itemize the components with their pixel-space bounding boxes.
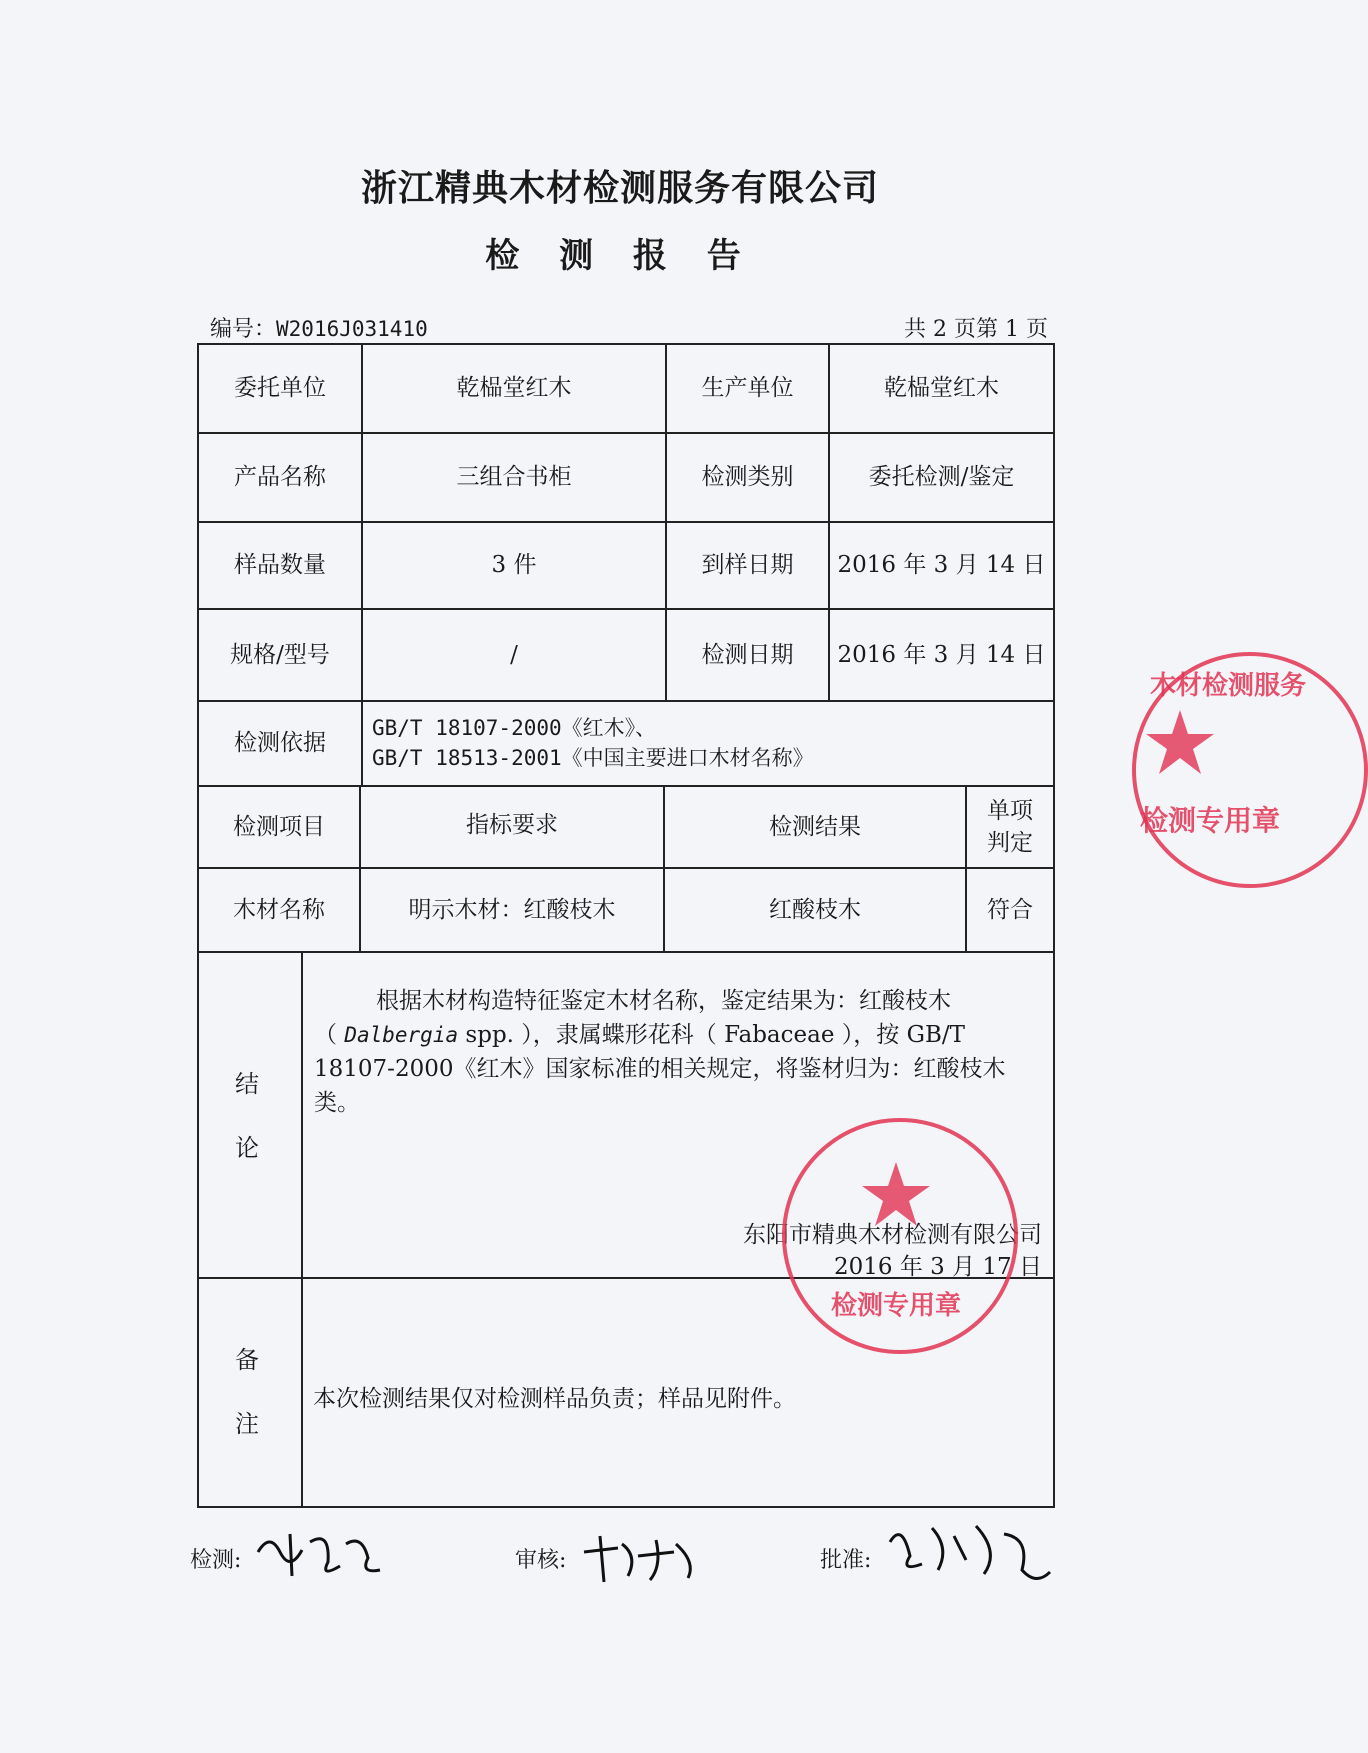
conclusion-issuer: 东阳市精典木材检测有限公司	[743, 1222, 1042, 1248]
spec-value: /	[510, 641, 518, 668]
item-label: 检测项目	[233, 813, 325, 840]
reviewer-signature	[578, 1526, 708, 1586]
product-value: 三组合书柜	[456, 464, 572, 491]
test-date-value: 2016 年 3 月 14 日	[837, 641, 1046, 668]
basis-label: 检测依据	[234, 730, 326, 757]
client-value: 乾榀堂红木	[456, 375, 572, 402]
official-seal-graphic	[782, 1118, 1010, 1346]
quantity-label: 样品数量	[234, 552, 326, 579]
remarks-label-char2: 注	[235, 1410, 259, 1438]
report-number-label: 编号：	[210, 317, 277, 342]
client-label: 委托单位	[234, 375, 326, 402]
wood-requirement: 明示木材：红酸枝木	[408, 896, 616, 923]
judgement-header-line1: 单项	[987, 797, 1033, 824]
edge-seal-top-text: 木材检测服务	[1150, 671, 1307, 701]
table-border-bottom	[197, 1506, 1055, 1508]
requirement-header: 指标要求	[466, 812, 558, 838]
tester-signature	[250, 1522, 390, 1582]
conclusion-line3: 18107-2000《红木》国家标准的相关规定，将鉴材归为：红酸枝木	[314, 1056, 1006, 1082]
report-number-value: W2016J031410	[276, 317, 428, 341]
edge-seal-bottom-text: 检测专用章	[1140, 804, 1281, 837]
table-divider	[361, 700, 363, 787]
star-icon	[862, 1162, 930, 1226]
spec-label: 规格/型号	[230, 641, 330, 668]
tester-label: 检测:	[190, 1548, 242, 1573]
conclusion-line2	[314, 1018, 1042, 1052]
approver-signature	[880, 1512, 1060, 1592]
conclusion-text	[314, 984, 1042, 1120]
basis-line-1: GB/T 18107-2000《红木》、	[372, 716, 657, 740]
wood-name-label: 木材名称	[233, 896, 325, 923]
quantity-value: 3 件	[491, 552, 537, 579]
conclusion-line2-post: spp. ），隶属蝶形花科（ Fabaceae ），按 GB/T	[458, 1022, 965, 1048]
test-date-label: 检测日期	[701, 641, 794, 668]
arrival-date-value: 2016 年 3 月 14 日	[837, 552, 1046, 579]
table-divider	[301, 951, 303, 1508]
wood-result: 红酸枝木	[769, 896, 861, 923]
conclusion-label-char2: 论	[235, 1134, 259, 1162]
table-border-right	[1053, 343, 1055, 1508]
reviewer-label: 审核:	[515, 1548, 567, 1573]
arrival-date-label: 到样日期	[701, 552, 794, 579]
producer-label: 生产单位	[701, 375, 794, 402]
producer-value: 乾榀堂红木	[884, 375, 999, 402]
remarks-label-char1: 备	[235, 1346, 259, 1374]
conclusion-label-char1: 结	[235, 1070, 259, 1098]
product-label: 产品名称	[234, 464, 326, 491]
report-title: 检 测 报 告	[485, 236, 755, 276]
conclusion-label	[227, 1052, 267, 1180]
conclusion-date: 2016 年 3 月 17 日	[834, 1254, 1042, 1280]
basis-line-2: GB/T 18513-2001《中国主要进口木材名称》	[372, 746, 814, 770]
table-divider	[197, 951, 1055, 953]
conclusion-line4: 类。	[314, 1090, 360, 1116]
remarks-label	[227, 1328, 267, 1456]
judgement-header-line2: 判定	[987, 830, 1033, 856]
page-counter: 共 2 页第 1 页	[904, 317, 1048, 342]
star-icon	[1146, 710, 1214, 774]
remarks-text: 本次检测结果仅对检测样品负责；样品见附件。	[313, 1386, 796, 1412]
basis-value	[372, 713, 1042, 773]
approver-label: 批准:	[820, 1548, 872, 1573]
wood-judgement: 符合	[987, 896, 1033, 923]
official-seal	[782, 1118, 1018, 1354]
edge-seal-graphic	[1132, 652, 1360, 880]
test-type-value: 委托检测/鉴定	[868, 464, 1015, 491]
conclusion-latin-name: Dalbergia	[344, 1023, 459, 1047]
conclusion-line2-pre: （	[314, 1022, 345, 1048]
company-title: 浙江精典木材检测服务有限公司	[360, 167, 879, 209]
conclusion-line1: 根据木材构造特征鉴定木材名称，鉴定结果为：红酸枝木	[376, 988, 951, 1014]
edge-seal	[1132, 652, 1368, 888]
report-number	[210, 312, 428, 343]
seal-bottom-text: 检测专用章	[830, 1291, 962, 1321]
test-type-label: 检测类别	[701, 464, 794, 491]
result-header: 检测结果	[769, 813, 861, 840]
judgement-header	[967, 787, 1053, 867]
